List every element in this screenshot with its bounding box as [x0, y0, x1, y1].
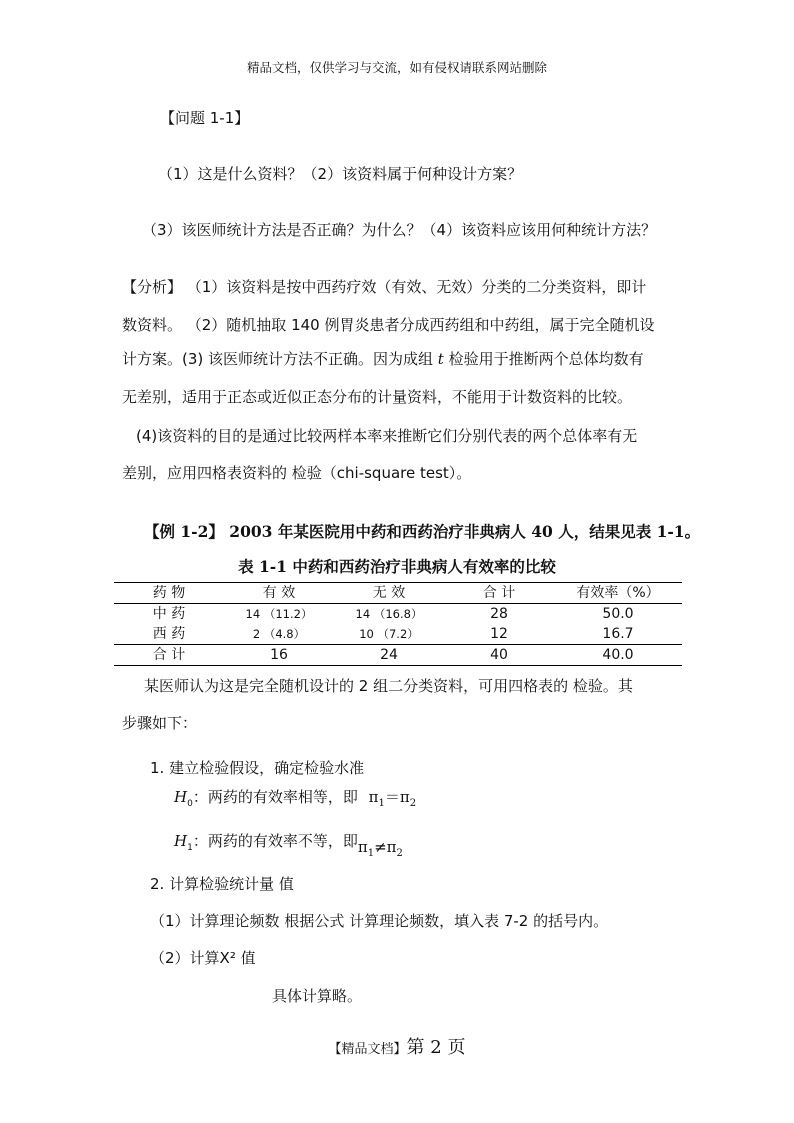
cell-total: 40 [444, 645, 554, 666]
step-2-sub-2: （2）计算Ⅹ² 值 [150, 949, 256, 967]
h1-subscript: 1 [187, 843, 193, 853]
analysis-line-1: 【分析】 （1）该资料是按中西药疗效（有效、无效）分类的二分类资料，即计 [122, 278, 647, 296]
cell-effective: 16 [224, 645, 334, 666]
body-paragraph-2: 步骤如下： [122, 714, 198, 732]
step-2-heading: 2. 计算检验统计量 值 [150, 875, 294, 893]
footer-tag: 【精品文档】 [328, 1042, 407, 1057]
table-total-row [114, 645, 682, 666]
cell-rate: 50.0 [602, 606, 634, 622]
cell-effective: 2 （4.8） [252, 627, 306, 641]
analysis-line-3-b: 检验用于推断两个总体均数有 [443, 350, 644, 368]
pi-subscript-2: 2 [409, 798, 417, 809]
header-ineffective: 无 效 [334, 583, 444, 604]
h0-hypothesis [174, 786, 416, 809]
equals-sign: ＝ [384, 788, 400, 806]
analysis-line-4: 无差别，适用于正态或近似正态分布的计量资料，不能用于计数资料的比较。 [122, 388, 633, 406]
h1-symbol: H [174, 832, 188, 850]
cell-rate: 40.0 [554, 645, 682, 666]
page-number: 第 2 页 [406, 1037, 466, 1058]
example-title: 【例 1-2】 2003 年某医院用中药和西药治疗非典病人 40 人，结果见表 1-1。 [144, 522, 701, 541]
cell-drug: 合 计 [114, 645, 224, 666]
efficacy-table [114, 582, 682, 666]
pi-symbol: π [386, 838, 397, 856]
h1-formula [357, 838, 403, 859]
question-title: 【问题 1-1】 [160, 109, 250, 127]
page-footer [0, 1033, 794, 1059]
page-header-watermark: 精品文档，仅供学习与交流，如有侵权请联系网站删除 [246, 60, 547, 75]
analysis-line-6: 差别，应用四格表资料的 检验（chi-square test）。 [122, 464, 472, 482]
header-effective: 有 效 [224, 583, 334, 604]
step-2-sub-1: （1）计算理论频数 根据公式 计算理论频数，填入表 7-2 的括号内。 [150, 912, 609, 930]
analysis-line-2: 数资料。 （2）随机抽取 140 例胃炎患者分成西药组和中药组，属于完全随机设 [122, 316, 655, 334]
h0-subscript: 0 [187, 799, 193, 809]
table-header-row [114, 583, 682, 604]
body-paragraph-1: 某医师认为这是完全随机设计的 2 组二分类资料，可用四格表的 检验。其 [144, 677, 633, 695]
analysis-line-5: (4)该资料的目的是通过比较两样本率来推断它们分别代表的两个总体率有无 [136, 427, 638, 445]
h0-symbol: H [174, 788, 188, 806]
table-caption: 表 1-1 中药和西药治疗非典病人有效率的比较 [238, 557, 556, 576]
calculation-omitted-note: 具体计算略。 [272, 987, 363, 1005]
pi-subscript-2: 2 [396, 848, 403, 859]
question-line-2: （3）该医师统计方法是否正确？为什么？（4）该资料应该用何种统计方法？ [142, 221, 657, 239]
pi-subscript-1: 1 [367, 848, 375, 859]
cell-total: 12 [490, 626, 508, 642]
analysis-line-3 [122, 348, 644, 369]
h0-text: ：两药的有效率相等，即 [192, 788, 358, 806]
header-rate: 有效率（%） [554, 583, 682, 604]
question-line-1: （1）这是什么资料？（2）该资料属于何种设计方案？ [158, 165, 523, 183]
pi-symbol: π [399, 788, 410, 806]
pi-symbol: π [368, 788, 379, 806]
cell-ineffective: 24 [334, 645, 444, 666]
h0-formula [368, 788, 417, 809]
cell-rate: 16.7 [602, 626, 634, 642]
cell-drug: 中 药 [152, 606, 186, 622]
pi-subscript-1: 1 [378, 798, 385, 809]
header-drug: 药 物 [114, 583, 224, 604]
not-equal-sign: ≠ [374, 838, 387, 856]
pi-symbol: π [357, 838, 368, 856]
cell-ineffective: 14 （16.8） [355, 607, 423, 621]
step-1-heading: 1. 建立检验假设，确定检验水准 [150, 759, 365, 777]
analysis-line-3-a: 计方案。(3) 该医师统计方法不正确。因为成组 [122, 350, 438, 368]
t-test-symbol: t [437, 350, 444, 368]
cell-total: 28 [490, 606, 508, 622]
h1-hypothesis [174, 830, 403, 859]
cell-ineffective: 10 （7.2） [359, 627, 419, 641]
cell-drug: 西 药 [152, 626, 186, 642]
header-total: 合 计 [444, 583, 554, 604]
h1-text: ：两药的有效率不等，即 [192, 832, 358, 850]
cell-effective: 14 （11.2） [245, 607, 313, 621]
table-row [114, 624, 682, 645]
table-row [114, 604, 682, 625]
